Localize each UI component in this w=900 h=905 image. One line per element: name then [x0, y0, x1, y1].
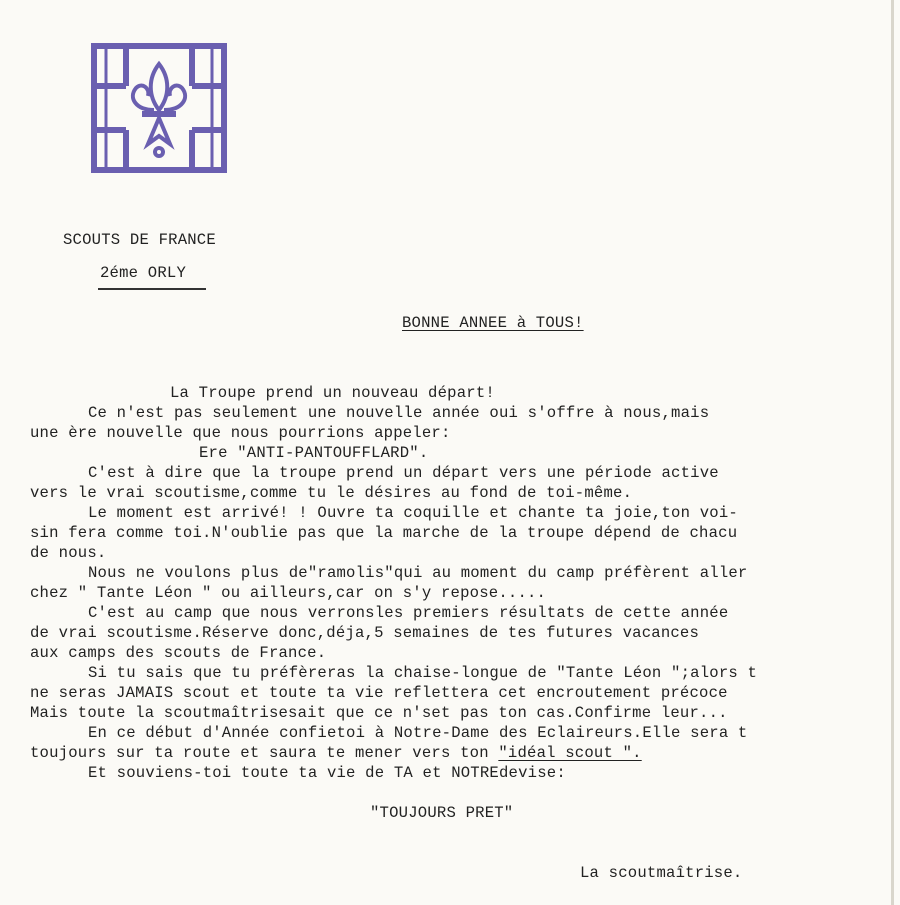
greeting-heading: BONNE ANNEE à TOUS! — [402, 314, 584, 332]
group-underline — [98, 288, 206, 290]
body-line: En ce début d'Année confietoi à Notre-Dame des Eclaireurs.Elle sera t — [88, 724, 748, 742]
body-line-text: toujours sur ta route et saura te mener vers ton — [30, 744, 499, 762]
body-line: Si tu sais que tu préfèreras la chaise-longue de "Tante Léon ";alors t — [88, 664, 758, 682]
organization-name: SCOUTS DE FRANCE — [63, 231, 216, 249]
body-line: Mais toute la scoutmaîtrisesait que ce n'set pas ton cas.Confirme leur... — [30, 704, 728, 722]
body-line: sin fera comme toi.N'oublie pas que la marche de la troupe dépend de chacu — [30, 524, 738, 542]
body-line: Le moment est arrivé! ! Ouvre ta coquille et chante ta joie,ton voi- — [88, 504, 738, 522]
body-line: de vrai scoutisme.Réserve donc,déja,5 semaines de tes futures vacances — [30, 624, 700, 642]
body-line: Ce n'est pas seulement une nouvelle année oui s'offre à nous,mais — [88, 404, 710, 422]
body-line: de nous. — [30, 544, 107, 562]
body-line: chez " Tante Léon " ou ailleurs,car on s'y repose..... — [30, 584, 547, 602]
signature: La scoutmaîtrise. — [580, 864, 743, 882]
body-line: aux camps des scouts de France. — [30, 644, 327, 662]
page-edge-shadow — [891, 0, 894, 905]
body-line: ne seras JAMAIS scout et toute ta vie reflettera cet encroutement précoce — [30, 684, 728, 702]
body-line: Nous ne voulons plus de"ramolis"qui au moment du camp préfèrent aller — [88, 564, 748, 582]
body-line — [30, 743, 642, 763]
ideal-scout-phrase: "idéal scout ". — [498, 744, 642, 762]
motto: "TOUJOURS PRET" — [370, 804, 514, 822]
body-line: C'est à dire que la troupe prend un départ vers une période active — [88, 464, 719, 482]
body-line: une ère nouvelle que nous pourrions appeler: — [30, 424, 451, 442]
group-name: 2éme ORLY — [100, 264, 187, 282]
scout-emblem-stamp-icon — [88, 40, 230, 176]
body-line: Et souviens-toi toute ta vie de TA et NOTREdevise: — [88, 764, 566, 782]
body-line: C'est au camp que nous verronsles premiers résultats de cette année — [88, 604, 729, 622]
body-line: vers le vrai scoutisme,comme tu le désires au fond de toi-même. — [30, 484, 633, 502]
body-line: La Troupe prend un nouveau départ! — [170, 384, 495, 402]
body-line: Ere "ANTI-PANTOUFFLARD". — [199, 444, 429, 462]
